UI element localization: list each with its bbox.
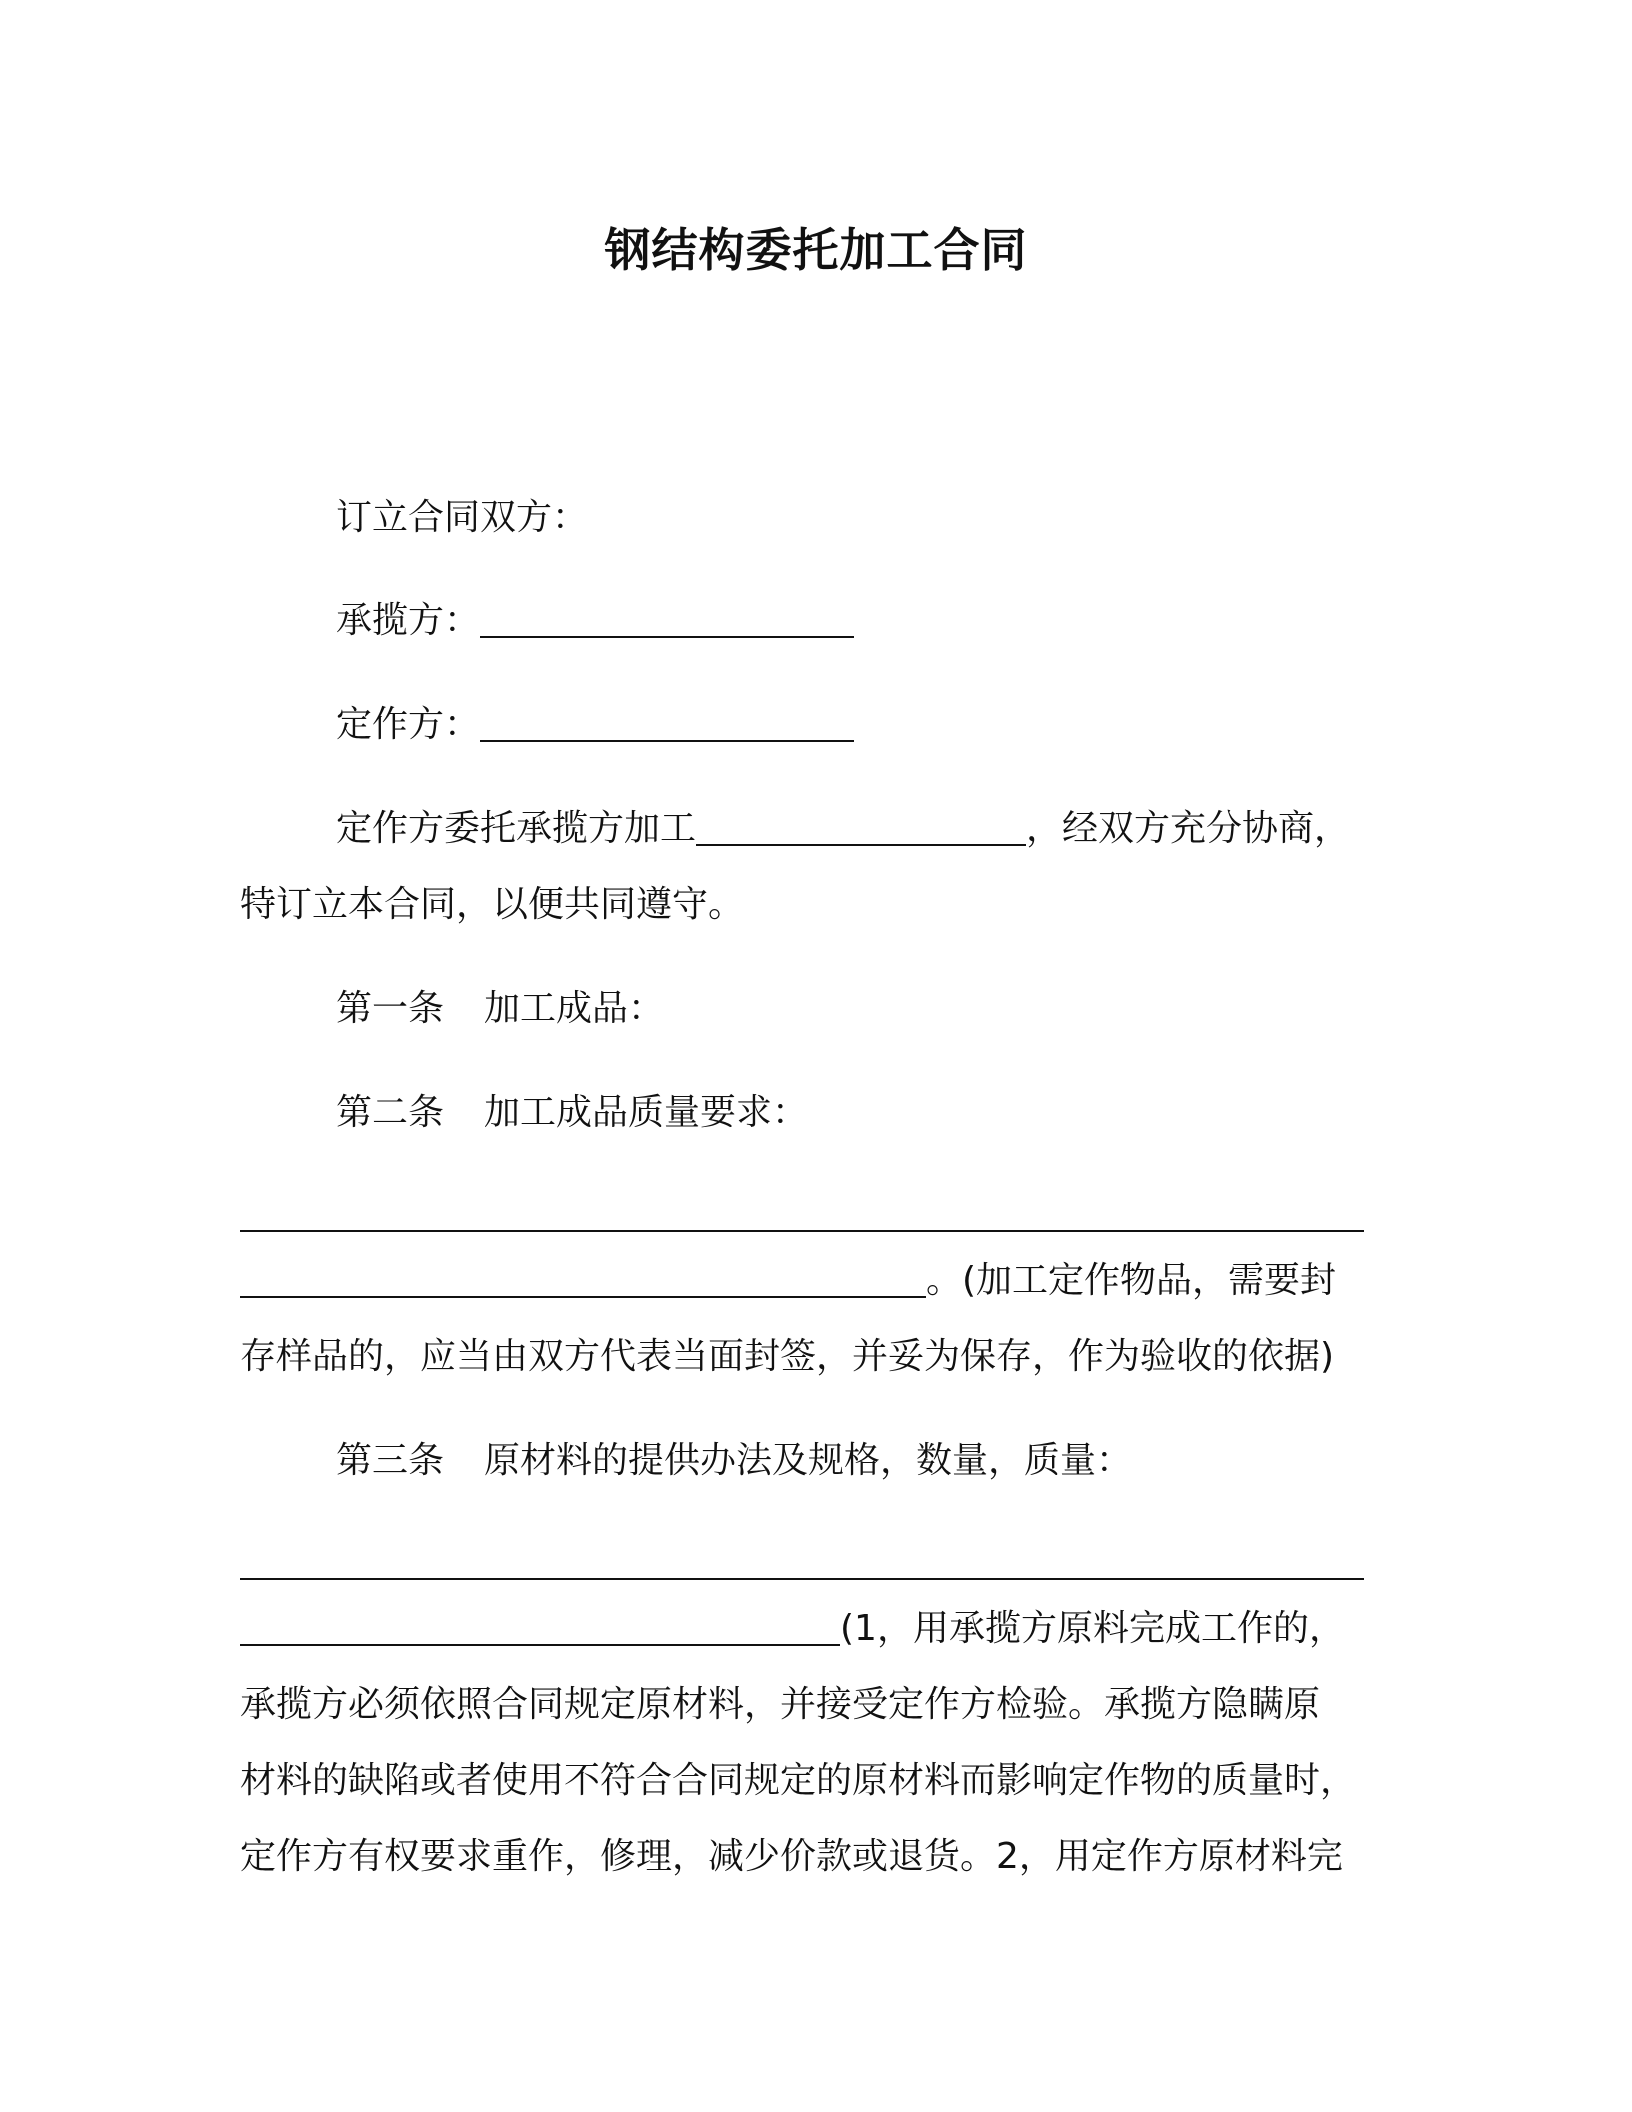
- intro-part1: 定作方委托承揽方加工: [336, 808, 697, 849]
- article2-line: [336, 1089, 808, 1137]
- article2-label: 第二条: [336, 1092, 445, 1133]
- article1-text: 加工成品：: [484, 988, 665, 1029]
- document-title: 钢结构委托加工合同: [604, 223, 1028, 277]
- contractor-blank: [480, 600, 854, 638]
- article3-blank-full: [240, 1542, 1364, 1580]
- article3-line: [336, 1437, 1132, 1485]
- article2-text: 加工成品质量要求：: [484, 1092, 809, 1133]
- article3-line-3: [240, 1605, 1345, 1653]
- intro-line-2: 特订立本合同，以便共同遵守。: [240, 884, 745, 925]
- client-blank: [480, 704, 854, 742]
- article2-line-3: [240, 1257, 1336, 1305]
- article1-line: [336, 985, 664, 1033]
- intro-line-1: [336, 805, 1350, 853]
- client-line: [336, 701, 854, 749]
- article2-blank-line: [240, 1191, 1364, 1239]
- article3-blank-partial: [240, 1608, 840, 1646]
- article2-line3-suffix: 。(加工定作物品，需要封: [926, 1260, 1337, 1301]
- article2-blank-full: [240, 1194, 1364, 1232]
- article3-blank-line: [240, 1539, 1364, 1587]
- article2-blank-partial: [240, 1260, 926, 1298]
- article1-label: 第一条: [336, 988, 445, 1029]
- article3-line-5: 材料的缺陷或者使用不符合合同规定的原材料而影响定作物的质量时，: [240, 1760, 1357, 1801]
- article3-line-6: 定作方有权要求重作，修理，减少价款或退货。2，用定作方原材料完: [240, 1836, 1343, 1877]
- article3-text: 原材料的提供办法及规格，数量，质量：: [484, 1440, 1133, 1481]
- intro-part2: ，经双方充分协商，: [1026, 808, 1351, 849]
- contractor-line: [336, 597, 854, 645]
- article3-label: 第三条: [336, 1440, 445, 1481]
- contractor-label: 承揽方：: [336, 600, 481, 641]
- article3-line3-suffix: (1，用承揽方原料完成工作的，: [840, 1608, 1345, 1649]
- article2-line-4: 存样品的，应当由双方代表当面封签，并妥为保存，作为验收的依据): [240, 1336, 1335, 1377]
- parties-heading: 订立合同双方：: [336, 497, 589, 538]
- client-label: 定作方：: [336, 704, 481, 745]
- intro-blank: [696, 808, 1026, 846]
- article3-line-4: 承揽方必须依照合同规定原材料，并接受定作方检验。承揽方隐瞒原: [240, 1684, 1321, 1725]
